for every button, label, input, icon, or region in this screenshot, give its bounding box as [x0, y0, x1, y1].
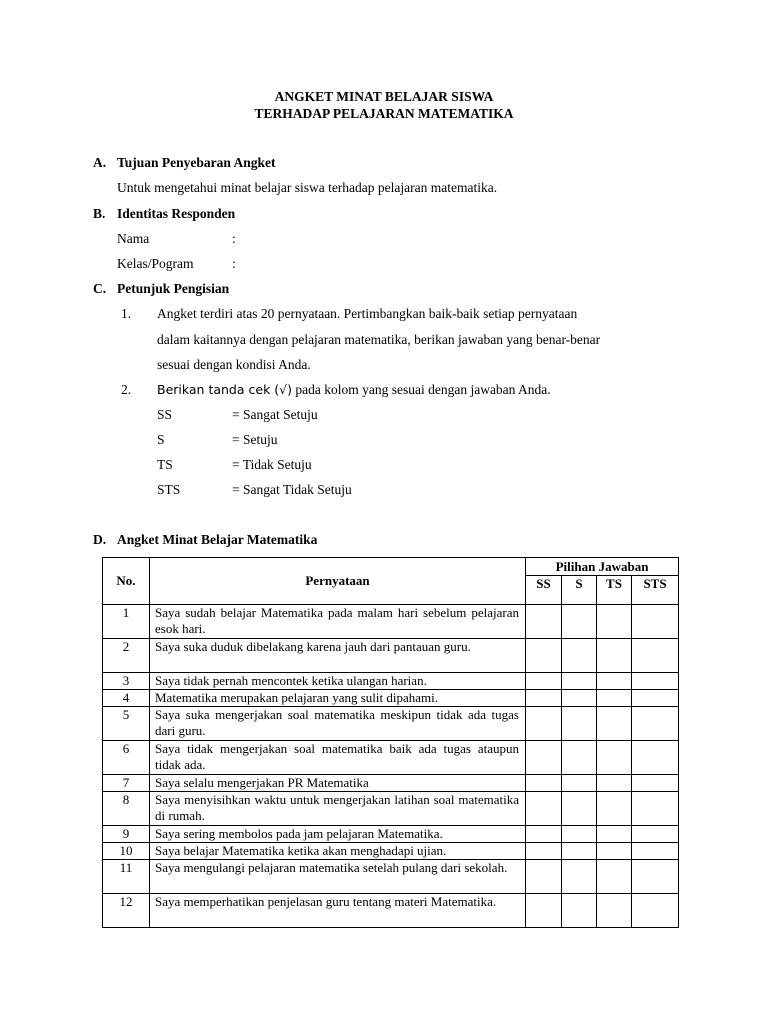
answer-cell-ss[interactable] [526, 673, 562, 690]
header-choice-s: S [562, 576, 597, 605]
answer-cell-ts[interactable] [597, 673, 632, 690]
field-kelas-colon: : [232, 256, 236, 271]
answer-cell-s[interactable] [562, 775, 597, 792]
answer-cell-sts[interactable] [632, 707, 679, 741]
answer-cell-s[interactable] [562, 639, 597, 673]
section-b-label: B. [93, 206, 106, 221]
answer-cell-ts[interactable] [597, 860, 632, 894]
row-statement: Matematika merupakan pelajaran yang sulit dipahami. [150, 690, 526, 707]
instruction-2-number: 2. [121, 382, 132, 397]
answer-cell-ss[interactable] [526, 775, 562, 792]
row-statement: Saya sudah belajar Matematika pada malam hari sebelum pelajaran esok hari. [150, 605, 526, 639]
row-number: 8 [103, 792, 150, 826]
table-row [103, 775, 679, 792]
row-number: 11 [103, 860, 150, 894]
answer-cell-ss[interactable] [526, 894, 562, 928]
answer-cell-sts[interactable] [632, 775, 679, 792]
answer-cell-sts[interactable] [632, 673, 679, 690]
table-row [103, 639, 679, 673]
section-a-label: A. [93, 155, 107, 170]
instruction-1-line-3: sesuai dengan kondisi Anda. [157, 357, 311, 372]
row-statement: Saya selalu mengerjakan PR Matematika [150, 775, 526, 792]
row-statement: Saya tidak pernah mencontek ketika ulangan harian. [150, 673, 526, 690]
row-statement: Saya belajar Matematika ketika akan menghadapi ujian. [150, 843, 526, 860]
table-row [103, 826, 679, 843]
answer-cell-sts[interactable] [632, 826, 679, 843]
field-nama-label: Nama [117, 231, 150, 246]
answer-cell-sts[interactable] [632, 860, 679, 894]
instruction-1-number: 1. [121, 306, 132, 321]
answer-cell-ts[interactable] [597, 826, 632, 843]
answer-cell-ts[interactable] [597, 707, 632, 741]
legend-meaning-s: = Setuju [232, 432, 278, 447]
row-number: 1 [103, 605, 150, 639]
answer-cell-s[interactable] [562, 843, 597, 860]
instruction-2-prefix: Berikan tanda cek (√) [157, 382, 292, 397]
header-choice-sts: STS [632, 576, 679, 605]
table-row [103, 843, 679, 860]
header-choice-ts: TS [597, 576, 632, 605]
answer-cell-ts[interactable] [597, 690, 632, 707]
section-c-label: C. [93, 281, 107, 296]
row-number: 6 [103, 741, 150, 775]
answer-cell-ss[interactable] [526, 792, 562, 826]
table-row [103, 741, 679, 775]
instruction-2-text [157, 382, 551, 398]
answer-cell-ts[interactable] [597, 741, 632, 775]
row-statement: Saya memperhatikan penjelasan guru tentang materi Matematika. [150, 894, 526, 928]
doc-title-line1: ANGKET MINAT BELAJAR SISWA [274, 89, 494, 104]
answer-cell-sts[interactable] [632, 741, 679, 775]
legend-meaning-ss: = Sangat Setuju [232, 407, 318, 422]
instruction-2-suffix: pada kolom yang sesuai dengan jawaban Anda. [292, 382, 551, 397]
field-nama-colon: : [232, 231, 236, 246]
answer-cell-sts[interactable] [632, 894, 679, 928]
row-number: 5 [103, 707, 150, 741]
answer-cell-ts[interactable] [597, 639, 632, 673]
section-d-label: D. [93, 532, 107, 547]
section-c-heading: Petunjuk Pengisian [117, 281, 230, 296]
answer-cell-s[interactable] [562, 894, 597, 928]
instruction-1-line-2: dalam kaitannya dengan pelajaran matematika, berikan jawaban yang benar-benar [157, 332, 601, 347]
header-no: No. [103, 558, 150, 605]
legend-meaning-sts: = Sangat Tidak Setuju [232, 482, 352, 497]
legend-meaning-ts: = Tidak Setuju [232, 457, 312, 472]
answer-cell-s[interactable] [562, 826, 597, 843]
row-statement: Saya suka mengerjakan soal matematika meskipun tidak ada tugas dari guru. [150, 707, 526, 741]
row-statement: Saya suka duduk dibelakang karena jauh dari pantauan guru. [150, 639, 526, 673]
row-statement: Saya mengulangi pelajaran matematika setelah pulang dari sekolah. [150, 860, 526, 894]
header-choices: Pilihan Jawaban [526, 558, 679, 576]
answer-cell-sts[interactable] [632, 843, 679, 860]
answer-cell-s[interactable] [562, 707, 597, 741]
section-d-heading: Angket Minat Belajar Matematika [117, 532, 318, 547]
table-row [103, 894, 679, 928]
row-number: 12 [103, 894, 150, 928]
table-row [103, 690, 679, 707]
row-statement: Saya sering membolos pada jam pelajaran Matematika. [150, 826, 526, 843]
row-number: 9 [103, 826, 150, 843]
answer-cell-ts[interactable] [597, 843, 632, 860]
section-a-heading: Tujuan Penyebaran Angket [117, 155, 276, 170]
answer-cell-sts[interactable] [632, 639, 679, 673]
answer-cell-ss[interactable] [526, 605, 562, 639]
section-b-heading: Identitas Responden [117, 206, 236, 221]
answer-cell-ts[interactable] [597, 605, 632, 639]
answer-cell-ss[interactable] [526, 690, 562, 707]
table-row [103, 707, 679, 741]
answer-cell-ss[interactable] [526, 741, 562, 775]
answer-cell-s[interactable] [562, 673, 597, 690]
field-kelas-label: Kelas/Pogram [117, 256, 194, 271]
instruction-1-line-1: Angket terdiri atas 20 pernyataan. Pertimbangkan baik-baik setiap pernyataan [157, 306, 578, 321]
legend-code-sts: STS [157, 482, 181, 497]
answer-cell-s[interactable] [562, 792, 597, 826]
answer-cell-sts[interactable] [632, 792, 679, 826]
answer-cell-ss[interactable] [526, 860, 562, 894]
legend-code-ts: TS [157, 457, 173, 472]
table-row [103, 673, 679, 690]
table-row [103, 860, 679, 894]
row-number: 10 [103, 843, 150, 860]
row-number: 4 [103, 690, 150, 707]
legend-code-s: S [157, 432, 165, 447]
answer-cell-s[interactable] [562, 605, 597, 639]
answer-cell-ts[interactable] [597, 775, 632, 792]
answer-cell-ss[interactable] [526, 639, 562, 673]
table-row [103, 792, 679, 826]
table-row [103, 605, 679, 639]
header-statement: Pernyataan [150, 558, 526, 605]
answer-cell-s[interactable] [562, 690, 597, 707]
questionnaire-table [102, 557, 679, 928]
answer-cell-ss[interactable] [526, 707, 562, 741]
header-choice-ss: SS [526, 576, 562, 605]
answer-cell-ts[interactable] [597, 894, 632, 928]
answer-cell-sts[interactable] [632, 605, 679, 639]
row-statement: Saya menyisihkan waktu untuk mengerjakan latihan soal matematika di rumah. [150, 792, 526, 826]
section-a-text: Untuk mengetahui minat belajar siswa terhadap pelajaran matematika. [117, 180, 498, 195]
row-statement: Saya tidak mengerjakan soal matematika baik ada tugas ataupun tidak ada. [150, 741, 526, 775]
answer-cell-sts[interactable] [632, 690, 679, 707]
answer-cell-ss[interactable] [526, 826, 562, 843]
answer-cell-ss[interactable] [526, 843, 562, 860]
answer-cell-s[interactable] [562, 741, 597, 775]
answer-cell-s[interactable] [562, 860, 597, 894]
doc-title-line2: TERHADAP PELAJARAN MATEMATIKA [254, 106, 514, 121]
answer-cell-ts[interactable] [597, 792, 632, 826]
legend-code-ss: SS [157, 407, 173, 422]
row-number: 7 [103, 775, 150, 792]
row-number: 3 [103, 673, 150, 690]
row-number: 2 [103, 639, 150, 673]
